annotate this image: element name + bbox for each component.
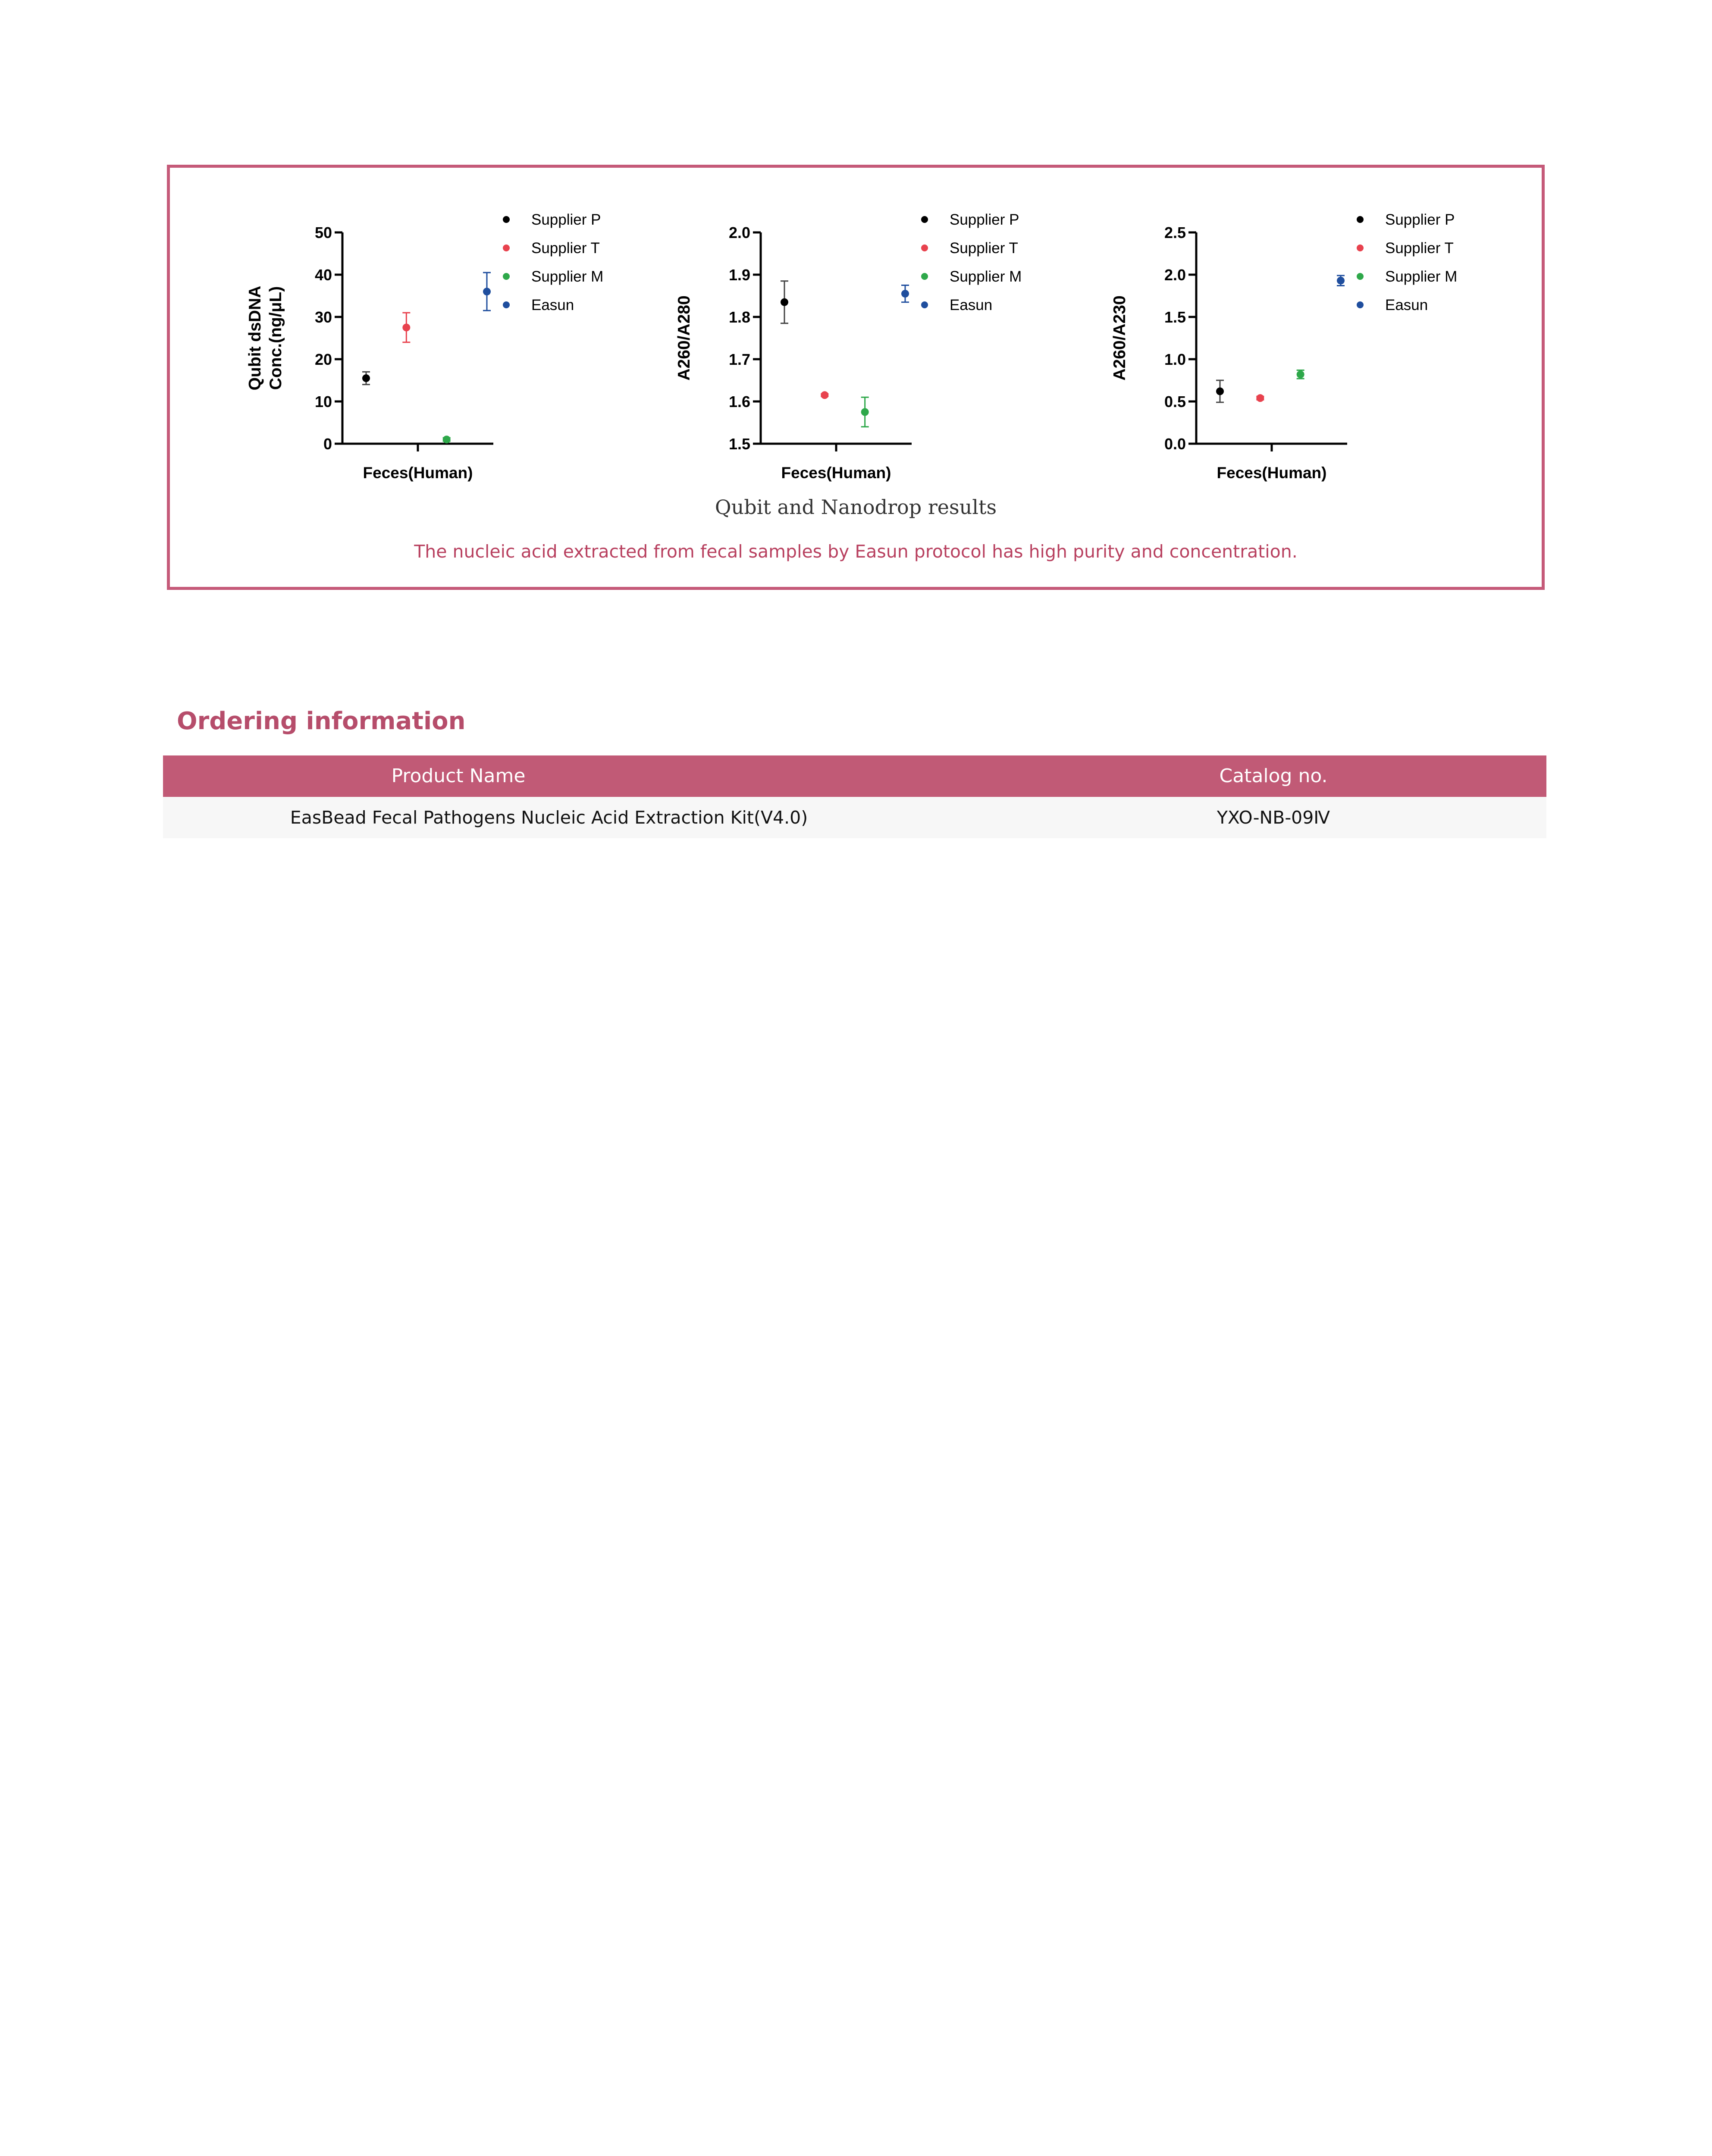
legend-label: Supplier T — [950, 240, 1018, 257]
legend-label: Supplier M — [1385, 268, 1458, 285]
x-axis-label: Feces(Human) — [1217, 464, 1327, 482]
legend-marker — [503, 273, 510, 280]
legend-marker — [1357, 244, 1364, 251]
legend-label: Supplier M — [531, 268, 604, 285]
y-tick-label: 0.5 — [1164, 393, 1186, 411]
data-point — [861, 408, 869, 416]
y-tick-label: 2.0 — [728, 224, 750, 241]
legend-label: Supplier P — [1385, 211, 1455, 228]
y-tick-label: 20 — [314, 351, 332, 368]
ordering-title: Ordering information — [177, 707, 466, 735]
data-point — [443, 436, 451, 443]
y-tick-label: 1.5 — [1164, 308, 1186, 326]
y-tick-label: 0 — [323, 435, 332, 453]
y-tick-label: 1.5 — [728, 435, 750, 453]
y-tick-label: 10 — [314, 393, 332, 411]
chart-a260-a280 — [657, 194, 1028, 482]
y-tick-label: 0.0 — [1164, 435, 1186, 453]
legend-marker — [503, 216, 510, 223]
header-product-name: Product Name — [391, 765, 526, 787]
legend-marker — [1357, 216, 1364, 223]
y-tick-label: 1.9 — [728, 266, 750, 284]
legend-label: Easun — [531, 297, 574, 313]
legend-label: Supplier T — [1385, 240, 1454, 257]
legend-label: Supplier P — [950, 211, 1019, 228]
figure-box — [167, 165, 1545, 590]
legend-label: Supplier M — [950, 268, 1022, 285]
data-point — [1216, 387, 1224, 395]
legend-label: Easun — [950, 297, 993, 313]
y-axis-label: A260/A230 — [1110, 295, 1129, 381]
legend-label: Easun — [1385, 297, 1428, 313]
y-tick-label: 1.8 — [728, 308, 750, 326]
legend-label: Supplier T — [531, 240, 600, 257]
y-axis-label: Conc.(ng/μL) — [267, 286, 285, 390]
catalog-no-cell: YXO-NB-09Ⅳ — [1217, 807, 1330, 828]
legend-label: Supplier P — [531, 211, 601, 228]
legend-marker — [921, 216, 928, 223]
y-tick-label: 50 — [314, 224, 332, 241]
legend-marker — [921, 273, 928, 280]
legend-marker — [503, 244, 510, 251]
y-tick-label: 1.7 — [728, 351, 750, 368]
figure-note: The nucleic acid extracted from fecal samples by Easun protocol has high purity and concentration. — [414, 541, 1298, 562]
x-axis-label: Feces(Human) — [363, 464, 473, 482]
chart-a260-a230 — [1093, 194, 1464, 482]
y-axis-label: A260/A280 — [675, 295, 693, 381]
y-tick-label: 1.6 — [728, 393, 750, 411]
table-row — [163, 797, 1546, 838]
figure-caption: Qubit and Nanodrop results — [715, 495, 997, 519]
data-point — [901, 290, 909, 298]
chart-qubit — [239, 194, 610, 482]
data-point — [781, 298, 788, 306]
legend-marker — [1357, 301, 1364, 308]
data-point — [821, 391, 828, 399]
data-point — [1337, 277, 1345, 285]
data-point — [402, 324, 410, 332]
legend-marker — [1357, 273, 1364, 280]
legend-marker — [921, 301, 928, 308]
header-catalog-no: Catalog no. — [1219, 765, 1328, 787]
y-tick-label: 30 — [314, 308, 332, 326]
data-point — [1297, 370, 1304, 378]
legend-marker — [503, 301, 510, 308]
y-axis-label: Qubit dsDNA — [246, 285, 264, 391]
data-point — [362, 374, 370, 382]
product-name-cell: EasBead Fecal Pathogens Nucleic Acid Extraction Kit(V4.0) — [290, 807, 808, 828]
data-point — [483, 288, 491, 295]
y-tick-label: 1.0 — [1164, 351, 1186, 368]
table-header — [163, 755, 1546, 797]
y-tick-label: 2.0 — [1164, 266, 1186, 284]
ordering-table — [163, 755, 1546, 838]
y-tick-label: 2.5 — [1164, 224, 1186, 241]
x-axis-label: Feces(Human) — [781, 464, 891, 482]
data-point — [1256, 394, 1264, 402]
y-tick-label: 40 — [314, 266, 332, 284]
legend-marker — [921, 244, 928, 251]
